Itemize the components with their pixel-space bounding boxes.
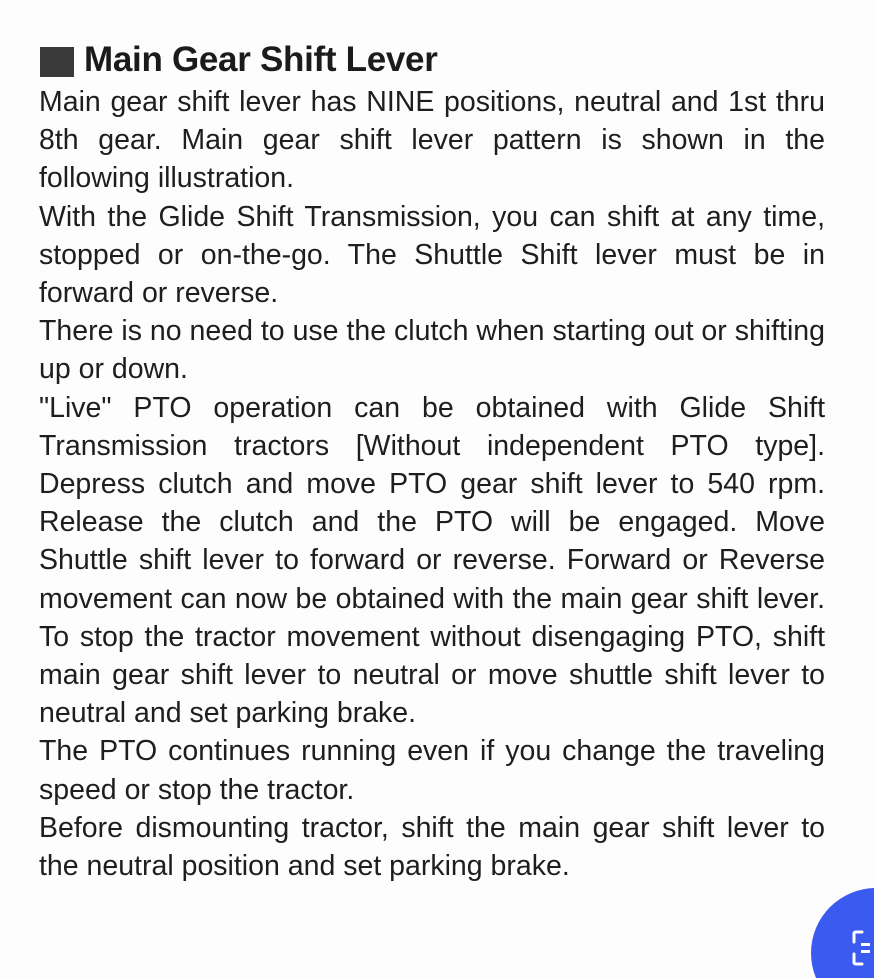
scan-text-button[interactable]: [811, 888, 874, 978]
paragraph-live-pto: "Live" PTO operation can be obtained with Glide Shift Transmission tractors [Without independent PTO type]. Depress clutch and move PTO gear shift lever to 540 rpm. Release the clutch and the PTO will be engaged. Move Shuttle shift lever to forward or reverse. Forward or Reverse movement can now be obtained with the main gear shift lever. To stop the tractor movement without disengaging PTO, shift main gear shift lever to neutral or move shuttle shift lever to neutral and set parking brake.: [39, 391, 825, 730]
paragraph-glide-shift: With the Glide Shift Transmission, you can shift at any time, stopped or on-the-go. The Shuttle Shift lever must be in forward or reverse.: [39, 200, 825, 310]
paragraph-dismounting: Before dismounting tractor, shift the main gear shift lever to the neutral position and set parking brake.: [39, 811, 825, 883]
scan-text-icon: [852, 930, 874, 966]
paragraph-clutch: There is no need to use the clutch when starting out or shifting up or down.: [39, 315, 825, 386]
heading-title: Main Gear Shift Lever: [84, 40, 438, 79]
paragraph-pto-running: The PTO continues running even if you change the traveling speed or stop the tractor.: [39, 735, 825, 806]
paragraph-gear-positions: Main gear shift lever has NINE positions, neutral and 1st thru 8th gear. Main gear shift lever pattern is shown in the following illustration.: [39, 86, 825, 195]
body-text: [39, 83, 825, 885]
square-bullet-icon: [40, 47, 74, 77]
section-heading: [40, 40, 438, 80]
